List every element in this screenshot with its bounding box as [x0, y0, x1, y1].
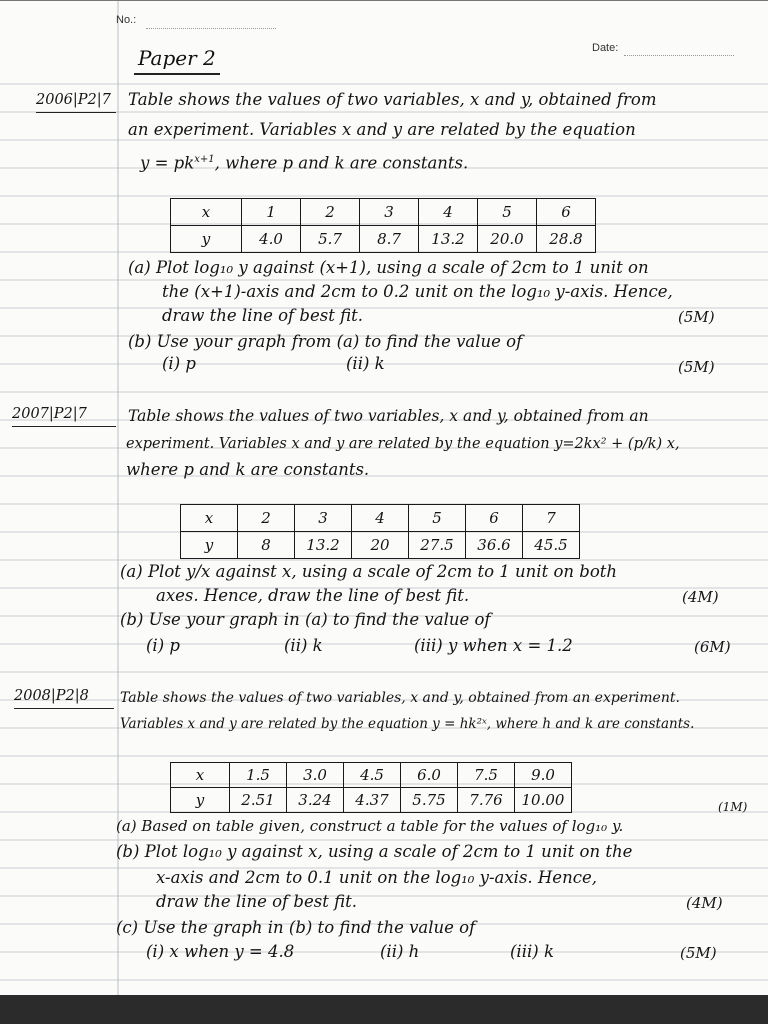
table-row: [171, 199, 596, 226]
date-label: Date:: [592, 42, 619, 54]
number-label: No.:: [116, 14, 137, 26]
table-cell: 5: [478, 199, 537, 226]
q2-reference-underline: [12, 426, 116, 427]
table-row: [171, 763, 572, 788]
table-cell: 2: [301, 199, 360, 226]
q2-part-a-line1: (a) Plot y/x against x, using a scale of 2cm to 1 unit on both: [120, 562, 618, 581]
q1-line3: [140, 150, 468, 174]
table-cell: 4: [352, 505, 409, 532]
q1-line1: Table shows the values of two variables, x and y, obtained from: [128, 90, 657, 109]
q2-part-a-marks: (4M): [682, 588, 719, 606]
table-cell: 3.0: [287, 763, 344, 788]
q2-line2: experiment. Variables x and y are related by the equation y=2kx² + (p/k) x,: [126, 436, 680, 452]
table-cell: 5.7: [301, 226, 360, 253]
table-cell: 1: [242, 199, 301, 226]
table-cell: 2.51: [230, 788, 287, 813]
table-cell: x: [181, 505, 238, 532]
table-cell: y: [171, 788, 230, 813]
table-cell: 6: [466, 505, 523, 532]
q1-part-a-line3: draw the line of best fit.: [162, 306, 363, 325]
table-cell: x: [171, 199, 242, 226]
q3-line1: Table shows the values of two variables, x and y, obtained from an experiment.: [120, 690, 680, 706]
table-cell: 45.5: [523, 532, 580, 559]
q1-reference-underline: [36, 112, 116, 113]
table-cell: 3: [360, 199, 419, 226]
table-cell: 2: [238, 505, 295, 532]
q3-reference: 2008|P2|8: [14, 688, 89, 704]
page-title: Paper 2: [138, 46, 216, 70]
table-cell: 4.0: [242, 226, 301, 253]
table-cell: 36.6: [466, 532, 523, 559]
q2-data-table: [180, 504, 580, 559]
q3-reference-underline: [14, 708, 114, 709]
date-field-line: [624, 55, 734, 56]
table-cell: 13.2: [419, 226, 478, 253]
q2-part-b-line1: (b) Use your graph in (a) to find the value of: [120, 610, 491, 629]
q3-data-table: [170, 762, 572, 813]
table-cell: 4: [419, 199, 478, 226]
q2-reference: 2007|P2|7: [12, 406, 87, 422]
table-cell: 27.5: [409, 532, 466, 559]
q3-part-a-line1: (a) Based on table given, construct a table for the values of log₁₀ y.: [116, 817, 624, 835]
q3-part-c-iii: (iii) k: [510, 942, 554, 961]
q3-part-c-line1: (c) Use the graph in (b) to find the value of: [116, 918, 476, 937]
table-cell: 7.5: [458, 763, 515, 788]
q1-line3-rest: , where p and k are constants.: [214, 153, 469, 173]
table-row: [171, 226, 596, 253]
table-cell: x: [171, 763, 230, 788]
table-cell: 8.7: [360, 226, 419, 253]
q1-part-a-marks: (5M): [678, 308, 715, 326]
q3-part-b-marks: (4M): [686, 894, 723, 912]
table-cell: 4.37: [344, 788, 401, 813]
q1-line2: an experiment. Variables x and y are related by the equation: [128, 120, 636, 139]
q1-part-b-ii: (ii) k: [346, 354, 385, 373]
q3-part-b-line1: (b) Plot log₁₀ y against x, using a scale of 2cm to 1 unit on the: [116, 842, 633, 861]
q1-data-table: [170, 198, 596, 253]
table-cell: 9.0: [515, 763, 572, 788]
table-row: [181, 505, 580, 532]
table-cell: 10.00: [515, 788, 572, 813]
q1-equation-exponent: x+1: [194, 154, 215, 165]
background-surface: [0, 995, 768, 1024]
table-cell: 6: [537, 199, 596, 226]
q3-1m-marks: (1M): [718, 800, 748, 814]
q2-part-b-i: (i) p: [146, 636, 180, 655]
q3-part-c-ii: (ii) h: [380, 942, 420, 961]
number-field-line: [146, 28, 276, 29]
table-cell: 5: [409, 505, 466, 532]
table-cell: 8: [238, 532, 295, 559]
q1-part-b-i: (i) p: [162, 354, 196, 373]
q1-part-b-marks: (5M): [678, 358, 715, 376]
q1-part-b-line1: (b) Use your graph from (a) to find the value of: [128, 332, 523, 351]
table-cell: 20: [352, 532, 409, 559]
q3-part-c-marks: (5M): [680, 944, 717, 962]
table-cell: 6.0: [401, 763, 458, 788]
q3-line2: Variables x and y are related by the equation y = hk²ˣ, where h and k are constants.: [120, 716, 695, 732]
table-cell: 7: [523, 505, 580, 532]
table-cell: 5.75: [401, 788, 458, 813]
table-row: [181, 532, 580, 559]
table-cell: y: [171, 226, 242, 253]
table-row: [171, 788, 572, 813]
q2-line1: Table shows the values of two variables, x and y, obtained from an: [128, 407, 649, 425]
q1-part-a-line2: the (x+1)-axis and 2cm to 0.2 unit on the log₁₀ y-axis. Hence,: [162, 282, 673, 301]
q3-part-b-line2: x-axis and 2cm to 0.1 unit on the log₁₀ y-axis. Hence,: [156, 868, 597, 887]
q2-part-b-marks: (6M): [694, 638, 731, 656]
table-cell: 13.2: [295, 532, 352, 559]
table-cell: 3: [295, 505, 352, 532]
table-cell: 1.5: [230, 763, 287, 788]
q3-part-c-i: (i) x when y = 4.8: [146, 942, 295, 961]
q2-part-a-line2: axes. Hence, draw the line of best fit.: [156, 586, 470, 605]
table-cell: y: [181, 532, 238, 559]
q2-part-b-ii: (ii) k: [284, 636, 323, 655]
table-cell: 3.24: [287, 788, 344, 813]
q3-part-b-line3: draw the line of best fit.: [156, 892, 357, 911]
table-cell: 4.5: [344, 763, 401, 788]
q1-reference: 2006|P2|7: [36, 92, 111, 108]
q1-part-a-line1: (a) Plot log₁₀ y against (x+1), using a scale of 2cm to 1 unit on: [128, 258, 649, 277]
title-underline: [134, 73, 220, 75]
table-cell: 20.0: [478, 226, 537, 253]
table-cell: 28.8: [537, 226, 596, 253]
table-cell: 7.76: [458, 788, 515, 813]
q2-line3: where p and k are constants.: [126, 460, 370, 479]
q2-part-b-iii: (iii) y when x = 1.2: [414, 636, 573, 655]
q1-equation: y = pk: [140, 153, 195, 173]
